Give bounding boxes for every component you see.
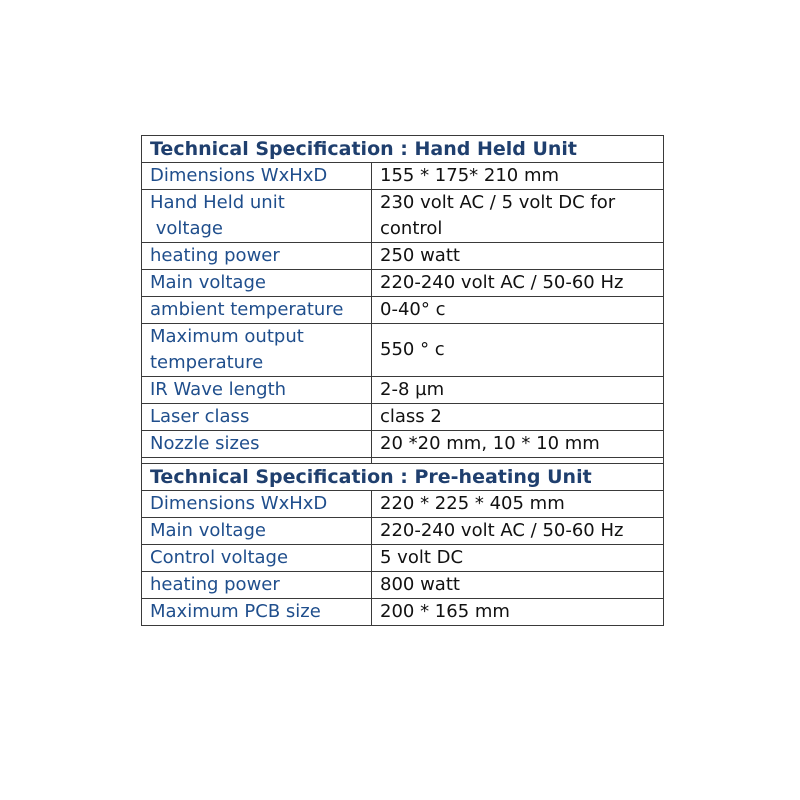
spec-value: 220-240 volt AC / 50-60 Hz: [372, 270, 664, 297]
spec-label: heating power: [142, 243, 372, 270]
spec-label: Hand Held unit voltage: [142, 190, 372, 243]
spec-value: 155 * 175* 210 mm: [372, 163, 664, 190]
spec-value: 250 watt: [372, 243, 664, 270]
spec-label: heating power: [142, 572, 372, 599]
table-row: [142, 324, 664, 377]
spec-label: Dimensions WxHxD: [142, 163, 372, 190]
table-row: [142, 545, 664, 572]
spec-value: 220-240 volt AC / 50-60 Hz: [372, 518, 664, 545]
spec-value: 200 * 165 mm: [372, 599, 664, 626]
table-row: [142, 431, 664, 458]
table-row: [142, 572, 664, 599]
spec-label: Maximum output temperature: [142, 324, 372, 377]
spec-value: class 2: [372, 404, 664, 431]
table-row: [142, 518, 664, 545]
spec-value: 550 ° c: [372, 324, 664, 377]
table-row: [142, 377, 664, 404]
spec-label: Dimensions WxHxD: [142, 491, 372, 518]
table-row: [142, 163, 664, 190]
spec-label: ambient temperature: [142, 297, 372, 324]
spec-label: Control voltage: [142, 545, 372, 572]
table-row: [142, 404, 664, 431]
table-row: [142, 491, 664, 518]
spec-label: Main voltage: [142, 518, 372, 545]
spec-value: 20 *20 mm, 10 * 10 mm: [372, 431, 664, 458]
spec-value: 2-8 µm: [372, 377, 664, 404]
spec-label: Laser class: [142, 404, 372, 431]
section-header-hand-held: [142, 136, 664, 163]
section-header-pre-heating: [142, 464, 664, 491]
table-row: [142, 270, 664, 297]
table-row: [142, 599, 664, 626]
spec-value: 0-40° c: [372, 297, 664, 324]
spec-value: 220 * 225 * 405 mm: [372, 491, 664, 518]
spec-label: Maximum PCB size: [142, 599, 372, 626]
section-title: Technical Specification : Hand Held Unit: [142, 136, 664, 163]
section-title: Technical Specification : Pre-heating Unit: [142, 464, 664, 491]
spec-label: Main voltage: [142, 270, 372, 297]
spec-value: 800 watt: [372, 572, 664, 599]
spec-value: 5 volt DC: [372, 545, 664, 572]
spec-label: Nozzle sizes: [142, 431, 372, 458]
table-row: [142, 297, 664, 324]
spec-table: [141, 135, 664, 626]
spec-value: 230 volt AC / 5 volt DC for control: [372, 190, 664, 243]
table-row: [142, 190, 664, 243]
spec-label: IR Wave length: [142, 377, 372, 404]
table-row: [142, 243, 664, 270]
